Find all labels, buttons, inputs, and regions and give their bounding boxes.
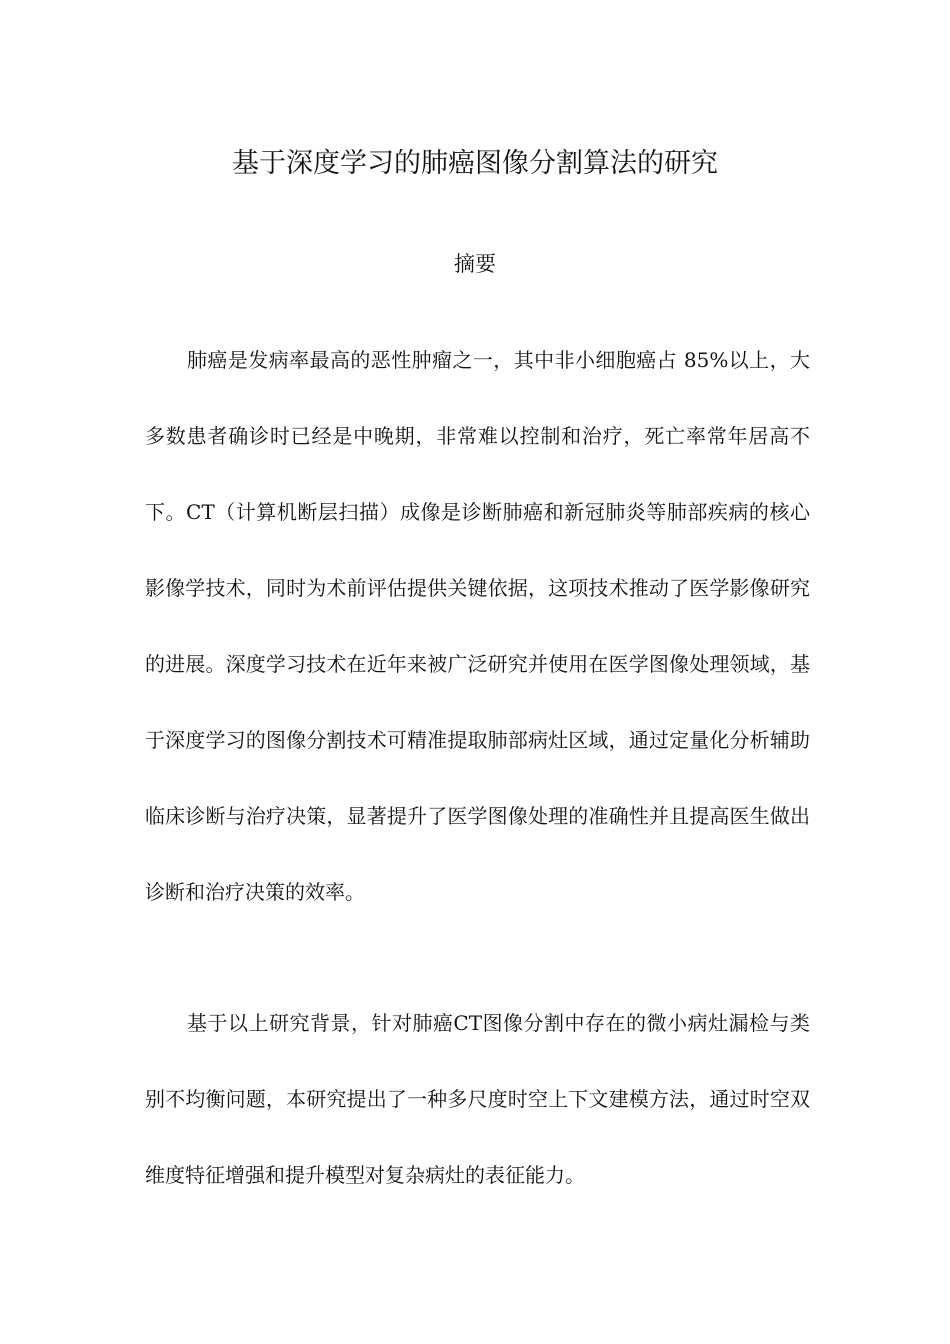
abstract-paragraph-1: 肺癌是发病率最高的恶性肿瘤之一，其中非小细胞癌占 85%以上，大多数患者确诊时已经是中晚期，非常难以控制和治疗，死亡率常年居高不下。CT（计算机断层扫描）成像是诊断肺癌和新冠肺炎等肺部疾病的核心影像学技术，同时为术前评估提供关键依据，这项技术推动了医学影像研究的进展。深度学习技术在近年来被广泛研究并使用在医学图像处理领域，基于深度学习的图像分割技术可精准提取肺部病灶区域，通过定量化分析辅助临床诊断与治疗决策，显著提升了医学图像处理的准确性并且提高医生做出诊断和治疗决策的效率。 (145, 348, 810, 904)
abstract-heading: 摘要 (454, 252, 496, 276)
abstract-paragraph-2: 基于以上研究背景，针对肺癌CT图像分割中存在的微小病灶漏检与类别不均衡问题，本研究提出了一种多尺度时空上下文建模方法，通过时空双维度特征增强和提升模型对复杂病灶的表征能力。 (145, 1011, 810, 1187)
document-title: 基于深度学习的肺癌图像分割算法的研究 (232, 148, 718, 179)
